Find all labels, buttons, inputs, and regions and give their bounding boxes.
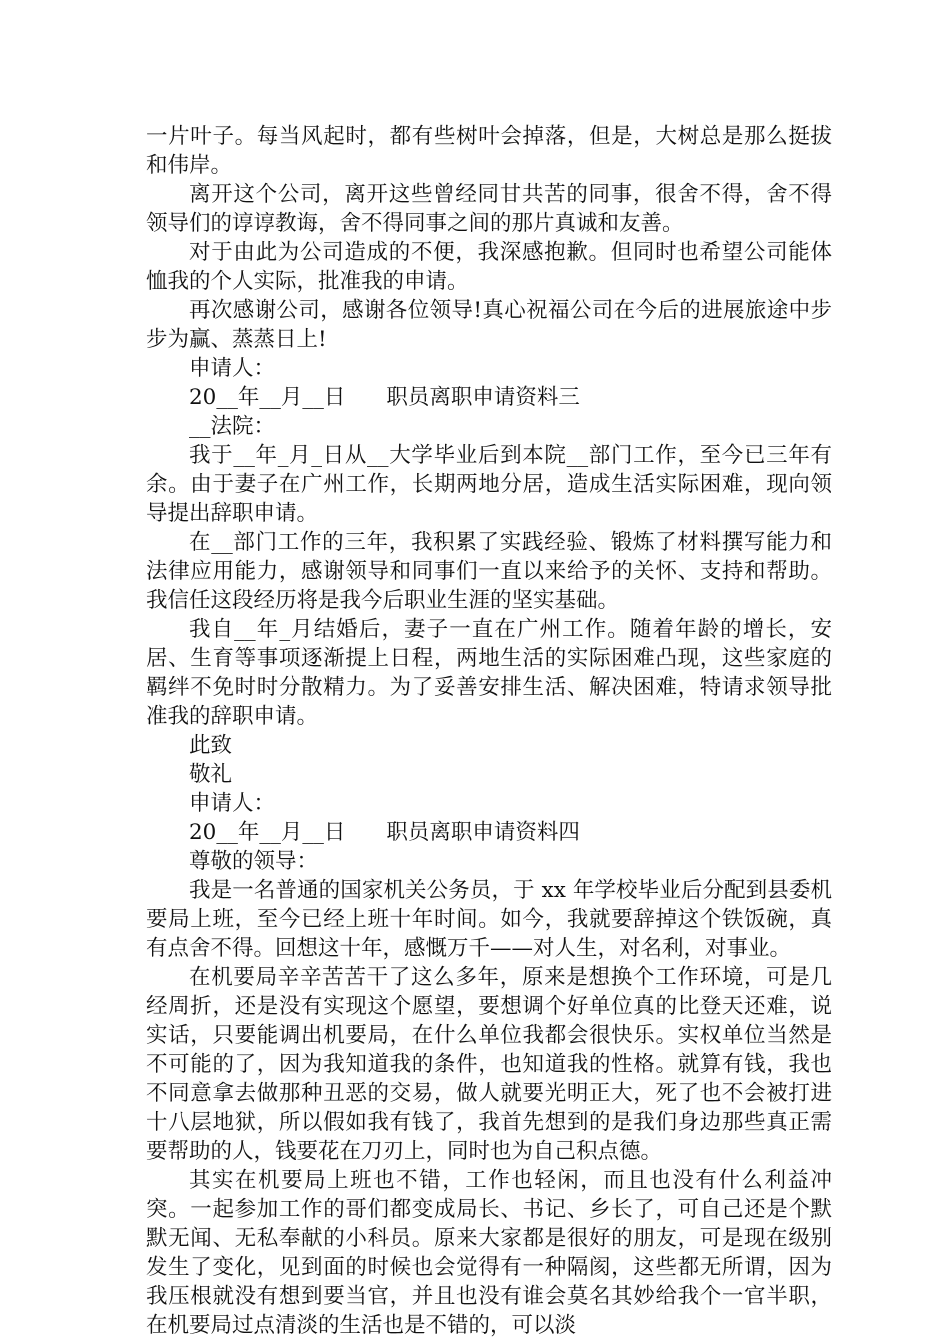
applicant-line: 申请人： [189,791,276,816]
salutation-leader: 尊敬的领导： [189,849,319,874]
paragraph-thanks: 再次感谢公司，感谢各位领导!真心祝福公司在今后的进展旅途中步步为赢、蒸蒸日上! [146,298,832,352]
salutation-court: __法院： [189,414,276,439]
document-page [146,122,832,1340]
paragraph-farewell: 离开这个公司，离开这些曾经同甘共苦的同事，很舍不得，舍不得领导们的谆谆教诲，舍不得同事之间的那片真诚和友善。 [146,182,832,236]
applicant-line: 申请人： [189,356,276,381]
paragraph-apology: 对于由此为公司造成的不便，我深感抱歉。但同时也希望公司能体恤我的个人实际，批准我的申请。 [146,240,832,294]
paragraph-family: 我自__年_月结婚后，妻子一直在广州工作。随着年龄的增长，安居、生育等事项逐渐提上日程，两地生活的实际困难凸现，这些家庭的羁绊不免时时分散精力。为了妥善安排生活、解决困难，特请求领导批准我的辞职申请。 [146,617,832,729]
paragraph-background: 我于__年_月_日从__大学毕业后到本院__部门工作，至今已三年有余。由于妻子在广州工作，长期两地分居，造成生活实际困难，现向领导提出辞职申请。 [146,443,832,526]
date-and-section-heading: 20__年__月__日 职员离职申请资料四 [189,820,580,845]
date-and-section-heading: 20__年__月__日 职员离职申请资料三 [189,385,580,410]
closing-cizhi: 此致 [189,733,233,758]
paragraph-workplace: 其实在机要局上班也不错，工作也轻闲，而且也没有什么利益冲突。一起参加工作的哥们都变成局长、书记、乡长了，可自己还是个默默无闻、无私奉献的小科员。原来大家都是很好的朋友，可是现在级别发生了变化，见到面的时候也会觉得有一种隔阂，这些都无所谓，因为我压根就没有想到要当官，并且也没有谁会莫名其妙给我个一官半职，在机要局过点清淡的生活也是不错的，可以淡 [146,1168,832,1338]
closing-jingli: 敬礼 [189,762,233,787]
paragraph-experience: 在__部门工作的三年，我积累了实践经验、锻炼了材料撰写能力和法律应用能力，感谢领导和同事们一直以来给予的关怀、支持和帮助。我信任这段经历将是我今后职业生涯的坚实基础。 [146,530,832,613]
paragraph-continuation: 一片叶子。每当风起时，都有些树叶会掉落，但是，大树总是那么挺拔和伟岸。 [146,124,832,178]
paragraph-introduction: 我是一名普通的国家机关公务员，于 xx 年学校毕业后分配到县委机要局上班，至今已经上班十年时间。如今，我就要辞掉这个铁饭碗，真有点舍不得。回想这十年，感慨万千——对人生，对名利，对事业。 [146,878,832,961]
paragraph-career: 在机要局辛辛苦苦干了这么多年，原来是想换个工作环境，可是几经周折，还是没有实现这个愿望，要想调个好单位真的比登天还难，说实话，只要能调出机要局，在什么单位我都会很快乐。实权单位当然是不可能的了，因为我知道我的条件，也知道我的性格。就算有钱，我也不同意拿去做那种丑恶的交易，做人就要光明正大，死了也不会被打进十八层地狱，所以假如我有钱了，我首先想到的是我们身边那些真正需要帮助的人，钱要花在刀刃上，同时也为自己积点德。 [146,965,832,1164]
